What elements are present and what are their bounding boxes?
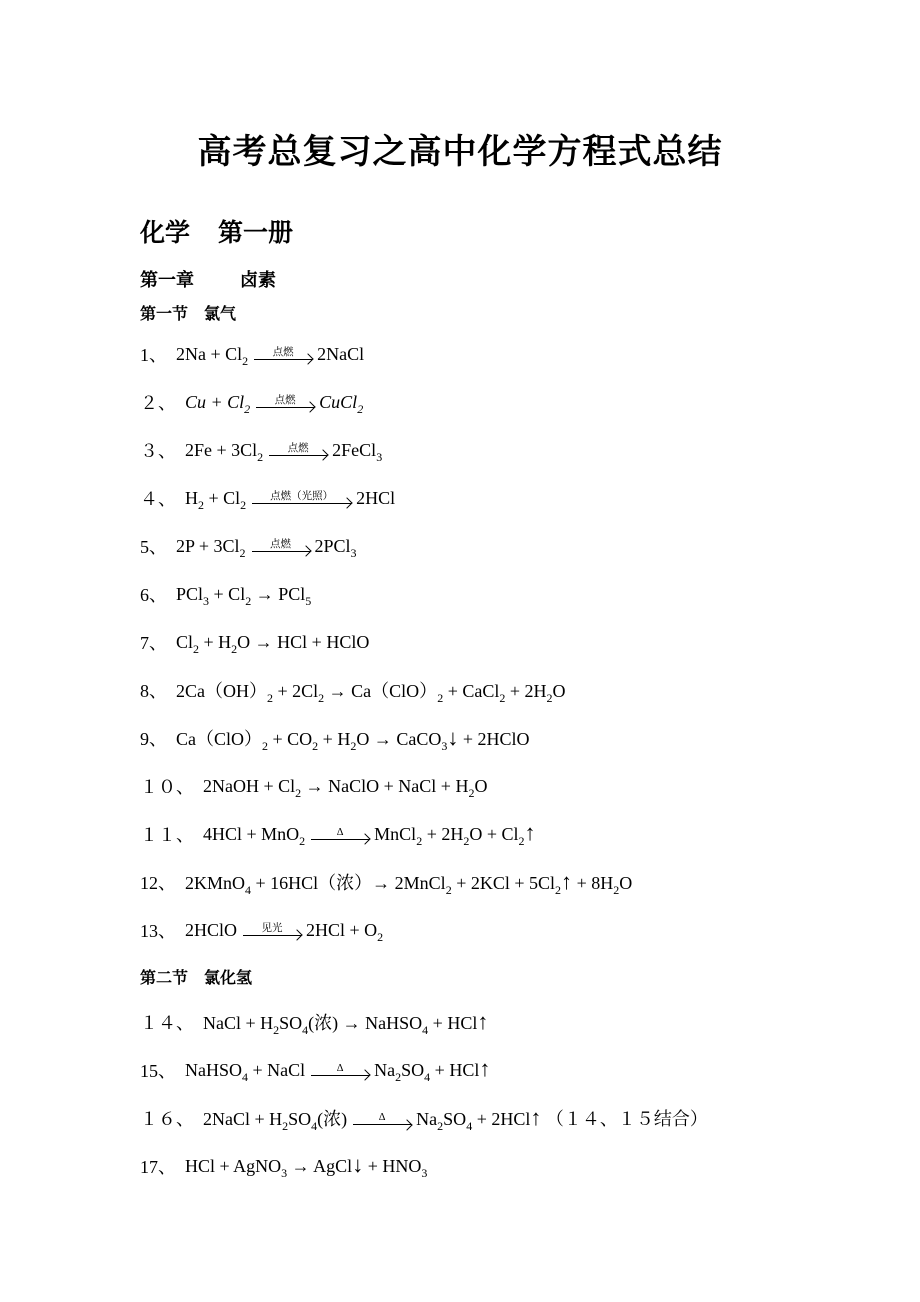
- equation-number: 1、: [140, 345, 167, 365]
- gas-up-arrow: ↑: [561, 869, 573, 894]
- subscript: 2: [395, 1069, 402, 1084]
- arrow-shaft: [252, 551, 310, 552]
- subscript: 2: [546, 691, 553, 705]
- equation-formula: 4HCl + MnO$_2$ Δ MnCl$_2$ + $2H_2O$ + $Cl_2↑$: [203, 819, 536, 848]
- subscript: 2: [555, 883, 562, 897]
- equation-number: 8、: [140, 681, 167, 701]
- subscript: 2: [257, 449, 264, 464]
- equation-formula: $Ca(ClO)_2 + CO_2 + H_2O$ → CaCO$_3$↓ + 2HClO: [176, 725, 530, 753]
- equation-number: 5、: [140, 537, 167, 557]
- equation-row: [140, 618, 920, 666]
- reaction-condition-arrow: [269, 443, 327, 456]
- subscript: 4: [466, 1119, 473, 1133]
- equation-formula: $Cl_2 + H_2O$ → HCl + HClO: [176, 631, 370, 656]
- subscript: 4: [245, 883, 252, 897]
- equation-formula: $2P + 3Cl_2$ 点燃 2PCl$_3$: [176, 535, 357, 560]
- section-block: [140, 294, 920, 954]
- reaction-condition-arrow: [311, 1063, 369, 1076]
- subscript: 4: [242, 1069, 248, 1084]
- equation-row: [140, 762, 920, 810]
- equation-formula: $2Na + Cl_2$ 点燃 2NaCl: [176, 343, 365, 368]
- reaction-condition-arrow: [256, 395, 314, 408]
- reaction-condition-label: 点燃: [274, 394, 296, 406]
- equation-formula: NaCl + $H_2SO_4$(浓) → NaHSO$_4$ + HCl↑: [203, 1009, 489, 1037]
- subscript: 2: [437, 1119, 444, 1133]
- subscript: 2: [242, 353, 249, 368]
- reaction-condition-arrow: [252, 491, 351, 504]
- gas-up-arrow: ↑: [524, 819, 536, 845]
- subscript: 2: [499, 691, 506, 705]
- reaction-condition-label: Δ: [336, 1062, 344, 1074]
- subscript: 2: [357, 401, 364, 416]
- chapter-name: 卤素: [240, 270, 276, 290]
- subscript: 2: [377, 929, 384, 944]
- equation-number: １１、: [140, 825, 194, 845]
- arrow-shaft: [311, 839, 369, 840]
- gas-up-arrow: ↑: [530, 1105, 542, 1130]
- subscript: 3: [376, 449, 383, 464]
- subscript: 2: [468, 785, 475, 800]
- subscript: 2: [437, 691, 444, 705]
- subscript: 2: [240, 497, 247, 512]
- reaction-condition-arrow: [252, 539, 310, 552]
- subscript: 2: [299, 833, 306, 848]
- equation-number: 17、: [140, 1157, 176, 1177]
- subscript: 2: [312, 739, 319, 753]
- equation-row: [140, 906, 920, 954]
- subscript: 2: [273, 1023, 280, 1037]
- reaction-condition-label: 点燃: [272, 346, 294, 358]
- section-name: 氯气: [204, 305, 237, 323]
- gas-up-arrow: ↑: [479, 1055, 491, 1081]
- equation-number: 7、: [140, 633, 167, 653]
- subscript: 2: [613, 883, 620, 897]
- equation-number: ２、: [140, 393, 176, 413]
- reaction-condition-arrow: [353, 1112, 411, 1125]
- equation-row: [140, 330, 920, 378]
- equation-row: [140, 810, 920, 858]
- subscript: 2: [350, 739, 357, 753]
- subscript: 3: [350, 545, 357, 560]
- subscript: 2: [518, 833, 525, 848]
- subscript: 2: [231, 641, 238, 656]
- reaction-condition-arrow: [311, 827, 369, 840]
- arrow-shaft: [254, 359, 312, 360]
- subscript: 5: [305, 593, 312, 608]
- section-block: [140, 954, 920, 1190]
- equation-number: １４、: [140, 1013, 194, 1033]
- subscript: 2: [239, 545, 246, 560]
- precipitate-down-arrow: ↓: [352, 1151, 364, 1177]
- equation-row: [140, 570, 920, 618]
- subscript: 2: [245, 593, 252, 608]
- equation-formula: $2Fe + 3Cl_2$ 点燃 2FeCl$_3$: [185, 439, 383, 464]
- arrow-shaft: [243, 935, 301, 936]
- subscript: 2: [463, 833, 470, 848]
- equation-row: [140, 998, 920, 1046]
- section-label: 第一节: [140, 305, 189, 323]
- reaction-condition-label: 点燃: [287, 442, 309, 454]
- arrow-shaft: [252, 503, 351, 504]
- equation-formula: NaHSO$_4$ + NaCl Δ $Na_2SO_4$ + HCl↑: [185, 1055, 491, 1084]
- subscript: 2: [267, 691, 273, 705]
- sections: [140, 294, 920, 1190]
- equation-row: [140, 1094, 920, 1142]
- equation-formula: 2NaOH + $Cl_2$ → NaClO + NaCl + $H_2O$: [203, 775, 488, 800]
- equation-number: ４、: [140, 489, 176, 509]
- equation-row: [140, 474, 920, 522]
- equation-row: [140, 426, 920, 474]
- equation-row: [140, 714, 920, 762]
- gas-up-arrow: ↑: [477, 1009, 489, 1034]
- equation-number: 6、: [140, 585, 167, 605]
- reaction-condition-arrow: [243, 923, 301, 936]
- equation-formula: 2KMnO$_4$ + 16HCl（浓）→ 2MnCl$_2$ + $2KCl + 5Cl_2↑ + 8H_2O$: [185, 869, 633, 897]
- equation-formula: $PCl_3 + Cl_2 \to PCl_5$: [176, 583, 312, 608]
- subscript: 4: [302, 1023, 309, 1037]
- reaction-condition-arrow: [254, 347, 312, 360]
- equation-formula: $2Ca(OH)_2 + 2Cl_2 \to Ca(ClO)_2$ + CaCl$_2$ + $2H_2O$: [176, 681, 566, 705]
- section-heading: [140, 954, 920, 998]
- section-heading: [140, 294, 920, 330]
- equation-formula: 2HClO 见光 $2HCl + O_2$: [185, 919, 384, 944]
- equation-formula: $H_2 + Cl_2$ 点燃（光照） 2HCl: [185, 487, 396, 512]
- subscript: 2: [198, 497, 204, 512]
- volume-book: 第一册: [218, 219, 294, 247]
- reaction-condition-label: 点燃（光照）: [270, 490, 334, 502]
- subscript: 2: [416, 833, 423, 848]
- subscript: 3: [421, 1165, 428, 1180]
- equation-number: ３、: [140, 441, 176, 461]
- chapter-heading: [140, 268, 920, 292]
- volume-heading: [140, 218, 920, 248]
- subscript: 2: [262, 739, 269, 753]
- equation-row: [140, 522, 920, 570]
- chapter-label: 第一章: [140, 270, 194, 290]
- reaction-condition-label: 点燃: [270, 538, 292, 550]
- arrow-shaft: [311, 1075, 369, 1076]
- subscript: 4: [422, 1023, 429, 1037]
- arrow-shaft: [353, 1124, 411, 1125]
- subscript: 3: [441, 739, 448, 753]
- reaction-condition-label: Δ: [378, 1112, 386, 1123]
- equation-row: [140, 1142, 920, 1190]
- equation-number: １６、: [140, 1109, 194, 1129]
- equation-number: 15、: [140, 1061, 176, 1081]
- subscript: 2: [244, 401, 251, 416]
- section-label: 第二节: [140, 969, 189, 987]
- section-name: 氯化氢: [204, 969, 253, 987]
- equation-formula: $Cu + Cl_2$ 点燃 CuCl$_2$: [185, 391, 364, 416]
- subscript: 4: [311, 1119, 318, 1133]
- subscript: 2: [295, 785, 302, 800]
- equation-formula: HCl + AgNO$_3$ → AgCl↓ + $HNO_3$: [185, 1151, 428, 1180]
- equation-number: １０、: [140, 777, 194, 797]
- document-title: 高考总复习之高中化学方程式总结: [197, 133, 723, 171]
- equation-row: [140, 378, 920, 426]
- subscript: 2: [282, 1119, 289, 1133]
- subscript: 3: [281, 1165, 288, 1180]
- subscript: 3: [203, 593, 210, 608]
- subscript: 2: [318, 691, 325, 705]
- equation-row: [140, 858, 920, 906]
- equation-row: [140, 1046, 920, 1094]
- equation-number: 13、: [140, 921, 176, 941]
- subscript: 4: [424, 1069, 431, 1084]
- equation-number: 12、: [140, 873, 176, 893]
- subscript: 2: [193, 641, 200, 656]
- subscript: 2: [445, 883, 452, 897]
- volume-subject: 化学: [140, 219, 191, 247]
- precipitate-down-arrow: ↓: [447, 725, 459, 750]
- reaction-condition-label: Δ: [336, 826, 344, 838]
- arrow-shaft: [269, 455, 327, 456]
- equation-row: [140, 666, 920, 714]
- arrow-shaft: [256, 407, 314, 408]
- equation-number: 9、: [140, 729, 167, 749]
- equation-formula: 2NaCl + $H_2SO_4$(浓) Δ $Na_2SO_4$ + 2HCl↑ （１４、１５结合）: [203, 1105, 708, 1133]
- reaction-condition-label: 见光: [261, 922, 283, 934]
